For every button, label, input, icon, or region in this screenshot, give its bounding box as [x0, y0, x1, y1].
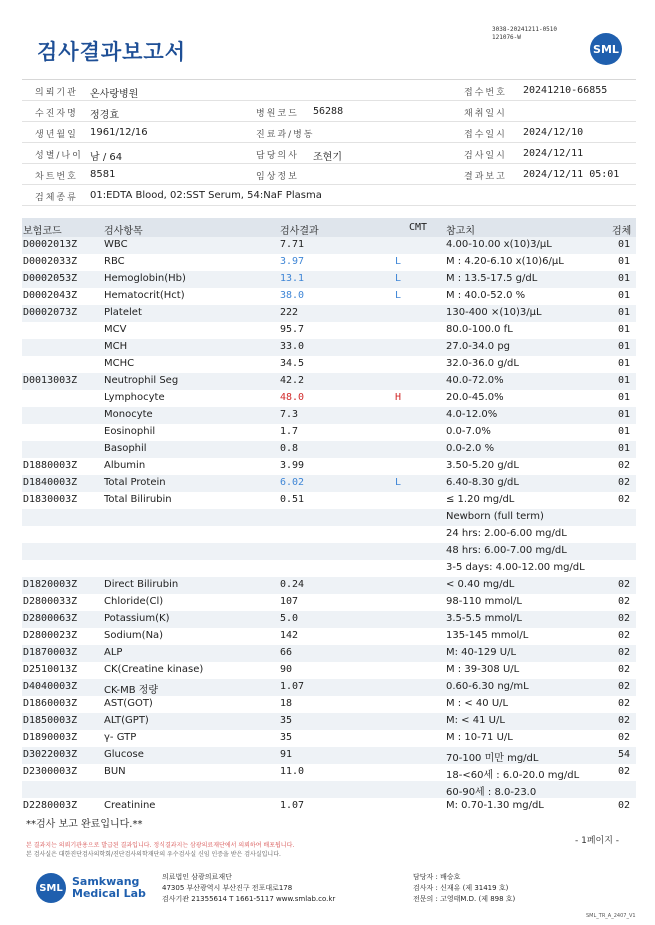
cell-spec: 02	[618, 681, 631, 692]
table-row	[22, 730, 636, 747]
cell-result: 142	[280, 630, 299, 641]
cell-code: D2300003Z	[23, 766, 78, 777]
cell-name: RBC	[104, 256, 125, 267]
table-row	[22, 764, 636, 781]
cell-result: 33.0	[280, 341, 305, 352]
org-line: 47305 부산광역시 부산진구 전포대로178	[162, 884, 293, 892]
cell-name: Sodium(Na)	[104, 630, 164, 641]
brand-line: Samkwang	[72, 875, 140, 888]
table-row	[22, 679, 636, 696]
info-row	[22, 143, 636, 164]
info-label: 담당의사	[256, 151, 299, 161]
cell-result: 42.2	[280, 375, 305, 386]
table-row	[22, 611, 636, 628]
info-row	[22, 164, 636, 185]
cell-cmt: L	[395, 273, 402, 284]
cell-ref: ≤ 1.20 mg/dL	[446, 494, 515, 505]
cell-name: Basophil	[104, 443, 147, 454]
cell-name: Chloride(Cl)	[104, 596, 164, 607]
cell-cmt: H	[395, 392, 402, 403]
cell-result: 18	[280, 698, 293, 709]
cell-ref: 3-5 days: 4.00-12.00 mg/dL	[446, 562, 585, 573]
info-label: 진료과/병동	[256, 130, 315, 140]
cell-name: CK(Creatine kinase)	[104, 664, 204, 675]
table-row	[22, 628, 636, 645]
info-value: 01:EDTA Blood, 02:SST Serum, 54:NaF Plasma	[90, 190, 322, 201]
org-line: 검사기관 21355614 T 1661-5117 www.smlab.co.kr	[162, 895, 336, 903]
cell-ref: M : 39-308 U/L	[446, 664, 520, 675]
cell-result: 34.5	[280, 358, 305, 369]
cell-cmt: L	[395, 256, 402, 267]
cell-result: 35	[280, 732, 293, 743]
cell-ref: 80.0-100.0 fL	[446, 324, 513, 335]
info-value: 남 / 64	[90, 152, 123, 163]
cell-name: Hematocrit(Hct)	[104, 290, 185, 301]
cell-spec: 02	[618, 579, 631, 590]
cell-spec: 02	[618, 664, 631, 675]
table-row	[22, 407, 636, 424]
info-value: 온사랑병원	[90, 89, 139, 100]
table-row	[22, 373, 636, 390]
info-value: 8581	[90, 169, 116, 180]
results-table	[22, 218, 636, 815]
cell-spec: 01	[618, 239, 631, 250]
info-label: 차트번호	[35, 172, 78, 182]
cell-ref: Newborn (full term)	[446, 511, 544, 522]
table-row	[22, 662, 636, 679]
patient-info-table	[22, 79, 636, 206]
cell-result: 3.97	[280, 256, 305, 267]
cell-name: ALP	[104, 647, 123, 658]
cell-name: Platelet	[104, 307, 142, 318]
cell-result: 35	[280, 715, 293, 726]
staff-line: 검사자 : 신재유 (제 31419 호)	[413, 884, 509, 892]
cell-ref: 4.00-10.00 x(10)3/μL	[446, 239, 552, 250]
info-value: 2024/12/10	[523, 127, 584, 138]
sml-logo-icon: SML	[590, 33, 622, 65]
cell-spec: 01	[618, 375, 631, 386]
cell-code: D1820003Z	[23, 579, 78, 590]
cell-name: Albumin	[104, 460, 146, 471]
cell-result: 7.71	[280, 239, 305, 250]
cell-ref: 24 hrs: 2.00-6.00 mg/dL	[446, 528, 567, 539]
cell-code: D2280003Z	[23, 800, 78, 811]
cell-ref: M : 13.5-17.5 g/dL	[446, 273, 538, 284]
cell-ref: 3.5-5.5 mmol/L	[446, 613, 522, 624]
info-label: 검체종류	[35, 193, 78, 203]
report-code-line: 121076-W	[492, 34, 521, 41]
cell-result: 5.0	[280, 613, 299, 624]
disclaimer-line: 본 검사실은 대한진단검사의학회/진단검사의학재단의 우수검사실 신임 인증을 받은 검사실입니다.	[26, 851, 281, 858]
cell-spec: 01	[618, 290, 631, 301]
report-code-stamp	[492, 26, 557, 42]
cell-ref: 135-145 mmol/L	[446, 630, 529, 641]
table-row	[22, 390, 636, 407]
info-label: 생년월일	[35, 130, 78, 140]
results-header	[22, 218, 636, 237]
cell-code: D1860003Z	[23, 698, 78, 709]
form-number: SML_TR_A_2407_V1	[586, 913, 636, 919]
info-label: 임상정보	[256, 172, 299, 182]
info-row	[22, 80, 636, 101]
info-label: 결과보고	[464, 172, 507, 182]
info-value: 2024/12/11	[523, 148, 584, 159]
cell-code: D2510013Z	[23, 664, 78, 675]
cell-code: D0002073Z	[23, 307, 78, 318]
cell-cmt: L	[395, 477, 402, 488]
table-row	[22, 322, 636, 339]
cell-name: Lymphocyte	[104, 392, 165, 403]
header-name: 검사항목	[104, 226, 143, 237]
cell-code: D2800063Z	[23, 613, 78, 624]
cell-result: 0.8	[280, 443, 299, 454]
cell-code: D4040003Z	[23, 681, 78, 692]
cell-ref: 18-<60세 : 6.0-20.0 mg/dL	[446, 770, 580, 781]
cell-name: Neutrophil Seg	[104, 375, 179, 386]
footer-logo	[36, 873, 146, 903]
cell-result: 7.3	[280, 409, 299, 420]
cell-result: 95.7	[280, 324, 305, 335]
cell-spec: 02	[618, 698, 631, 709]
cell-ref: < 0.40 mg/dL	[446, 579, 515, 590]
cell-spec: 01	[618, 409, 631, 420]
cell-name: AST(GOT)	[104, 698, 153, 709]
cell-name: Total Protein	[104, 477, 166, 488]
cell-code: D1840003Z	[23, 477, 78, 488]
cell-name: Monocyte	[104, 409, 153, 420]
cell-spec: 01	[618, 443, 631, 454]
table-row	[22, 288, 636, 305]
cell-ref: 98-110 mmol/L	[446, 596, 522, 607]
info-row	[22, 185, 636, 206]
cell-result: 0.51	[280, 494, 305, 505]
disclaimer-line: 본 결과지는 의뢰기관용으로 발급된 결과입니다. 정식결과지는 삼광의료재단에서 의뢰하여 배포됩니다.	[26, 842, 295, 849]
table-row	[22, 475, 636, 492]
table-row	[22, 594, 636, 611]
cell-spec: 02	[618, 800, 631, 811]
cell-name: WBC	[104, 239, 128, 250]
brand-line: Medical Lab	[72, 887, 146, 900]
info-value: 20241210-66855	[523, 85, 608, 96]
info-value: 1961/12/16	[90, 127, 148, 138]
table-row	[22, 747, 636, 764]
table-row	[22, 339, 636, 356]
header-code: 보험코드	[23, 226, 62, 237]
table-row	[22, 305, 636, 322]
cell-name: BUN	[104, 766, 126, 777]
cell-name: MCHC	[104, 358, 135, 369]
cell-name: Glucose	[104, 749, 144, 760]
cell-code: D0002033Z	[23, 256, 78, 267]
header-cmt: CMT	[409, 222, 428, 233]
cell-ref: 0.60-6.30 ng/mL	[446, 681, 529, 692]
info-row	[22, 122, 636, 143]
info-row	[22, 101, 636, 122]
cell-ref: 70-100 미만 mg/dL	[446, 753, 539, 764]
cell-ref: 0.0-2.0 %	[446, 443, 495, 454]
cell-spec: 01	[618, 307, 631, 318]
table-row	[22, 577, 636, 594]
cell-spec: 02	[618, 647, 631, 658]
report-complete-note: **검사 보고 완료입니다.**	[26, 819, 143, 830]
table-row	[22, 424, 636, 441]
cell-spec: 02	[618, 630, 631, 641]
cell-spec: 02	[618, 460, 631, 471]
table-row	[22, 781, 636, 798]
cell-code: D1850003Z	[23, 715, 78, 726]
cell-name: γ- GTP	[104, 732, 137, 743]
org-line: 의료법인 삼광의료재단	[162, 873, 232, 881]
table-row	[22, 271, 636, 288]
footer-staff-info	[413, 872, 515, 905]
cell-ref: 60-90세 : 8.0-23.0	[446, 787, 537, 798]
info-label: 채취일시	[464, 109, 507, 119]
cell-ref: 4.0-12.0%	[446, 409, 498, 420]
table-row	[22, 713, 636, 730]
cell-spec: 02	[618, 732, 631, 743]
cell-code: D0013003Z	[23, 375, 78, 386]
cell-name: Potassium(K)	[104, 613, 170, 624]
cell-result: 13.1	[280, 273, 305, 284]
cell-ref: 40.0-72.0%	[446, 375, 504, 386]
table-row	[22, 492, 636, 509]
info-value: 2024/12/11 05:01	[523, 169, 620, 180]
table-row	[22, 254, 636, 271]
cell-ref: 130-400 ×(10)3/μL	[446, 307, 542, 318]
cell-ref: M: 40-129 U/L	[446, 647, 517, 658]
header-result: 검사결과	[280, 226, 319, 237]
page-number: - 1페이지 -	[575, 836, 620, 846]
header-spec: 검체	[612, 226, 632, 237]
cell-cmt: L	[395, 290, 402, 301]
info-value: 조현기	[313, 152, 342, 163]
cell-name: Total Bilirubin	[104, 494, 172, 505]
cell-spec: 01	[618, 392, 631, 403]
cell-result: 91	[280, 749, 293, 760]
cell-result: 66	[280, 647, 293, 658]
cell-ref: 0.0-7.0%	[446, 426, 491, 437]
cell-result: 0.24	[280, 579, 305, 590]
info-label: 접수일시	[464, 130, 507, 140]
cell-result: 3.99	[280, 460, 305, 471]
cell-result: 11.0	[280, 766, 305, 777]
cell-spec: 01	[618, 358, 631, 369]
report-title: 검사결과보고서	[37, 40, 187, 64]
cell-spec: 02	[618, 494, 631, 505]
table-row	[22, 543, 636, 560]
cell-code: D2800023Z	[23, 630, 78, 641]
staff-line: 담당자 : 배승호	[413, 873, 461, 881]
cell-result: 1.7	[280, 426, 299, 437]
table-row	[22, 645, 636, 662]
cell-ref: 27.0-34.0 pg	[446, 341, 511, 352]
table-row	[22, 560, 636, 577]
cell-ref: 6.40-8.30 g/dL	[446, 477, 519, 488]
cell-ref: 20.0-45.0%	[446, 392, 504, 403]
cell-spec: 01	[618, 324, 631, 335]
cell-ref: 32.0-36.0 g/dL	[446, 358, 519, 369]
cell-code: D1830003Z	[23, 494, 78, 505]
cell-code: D1880003Z	[23, 460, 78, 471]
cell-code: D3022003Z	[23, 749, 78, 760]
cell-name: Creatinine	[104, 800, 156, 811]
footer-org-info	[162, 872, 335, 905]
table-row	[22, 798, 636, 815]
cell-ref: M : 10-71 U/L	[446, 732, 513, 743]
cell-spec: 01	[618, 341, 631, 352]
cell-result: 222	[280, 307, 299, 318]
cell-spec: 02	[618, 766, 631, 777]
cell-result: 90	[280, 664, 293, 675]
cell-name: CK-MB 정량	[104, 685, 159, 696]
cell-spec: 02	[618, 477, 631, 488]
cell-name: MCH	[104, 341, 128, 352]
table-row	[22, 696, 636, 713]
cell-ref: M: < 41 U/L	[446, 715, 505, 726]
table-row	[22, 441, 636, 458]
disclaimer	[26, 841, 294, 859]
cell-ref: M : < 40 U/L	[446, 698, 509, 709]
info-value: 56288	[313, 106, 344, 117]
cell-name: MCV	[104, 324, 127, 335]
cell-code: D1870003Z	[23, 647, 78, 658]
report-code-line: 3038-20241211-0510	[492, 26, 558, 33]
table-row	[22, 509, 636, 526]
cell-name: Direct Bilirubin	[104, 579, 179, 590]
sml-footer-logo-icon: SML	[36, 873, 66, 903]
cell-spec: 02	[618, 613, 631, 624]
cell-result: 48.0	[280, 392, 305, 403]
cell-ref: 3.50-5.20 g/dL	[446, 460, 519, 471]
cell-code: D2800033Z	[23, 596, 78, 607]
cell-result: 107	[280, 596, 299, 607]
cell-spec: 02	[618, 715, 631, 726]
info-label: 접수번호	[464, 88, 507, 98]
cell-result: 38.0	[280, 290, 305, 301]
header-ref: 참고치	[446, 226, 475, 237]
cell-code: D1890003Z	[23, 732, 78, 743]
cell-name: Eosinophil	[104, 426, 156, 437]
info-label: 성별/나이	[35, 151, 83, 161]
cell-spec: 02	[618, 596, 631, 607]
info-label: 병원코드	[256, 109, 299, 119]
info-label: 수진자명	[35, 109, 78, 119]
cell-ref: 48 hrs: 6.00-7.00 mg/dL	[446, 545, 567, 556]
cell-ref: M : 40.0-52.0 %	[446, 290, 526, 301]
cell-result: 1.07	[280, 800, 305, 811]
cell-spec: 54	[618, 749, 631, 760]
staff-line: 전문의 : 고영태M.D. (제 898 호)	[413, 895, 516, 903]
cell-spec: 01	[618, 273, 631, 284]
table-row	[22, 356, 636, 373]
cell-name: Hemoglobin(Hb)	[104, 273, 186, 284]
cell-ref: M: 0.70-1.30 mg/dL	[446, 800, 544, 811]
cell-result: 6.02	[280, 477, 305, 488]
info-label: 검사일시	[464, 151, 507, 161]
cell-ref: M : 4.20-6.10 x(10)6/μL	[446, 256, 564, 267]
info-value: 정경효	[90, 110, 119, 121]
footer-brand	[72, 876, 146, 900]
cell-code: D0002013Z	[23, 239, 78, 250]
cell-result: 1.07	[280, 681, 305, 692]
table-row	[22, 526, 636, 543]
cell-name: ALT(GPT)	[104, 715, 149, 726]
info-label: 의뢰기관	[35, 88, 78, 98]
table-row	[22, 237, 636, 254]
cell-code: D0002043Z	[23, 290, 78, 301]
cell-code: D0002053Z	[23, 273, 78, 284]
cell-spec: 01	[618, 426, 631, 437]
results-body	[22, 237, 636, 815]
cell-spec: 01	[618, 256, 631, 267]
table-row	[22, 458, 636, 475]
